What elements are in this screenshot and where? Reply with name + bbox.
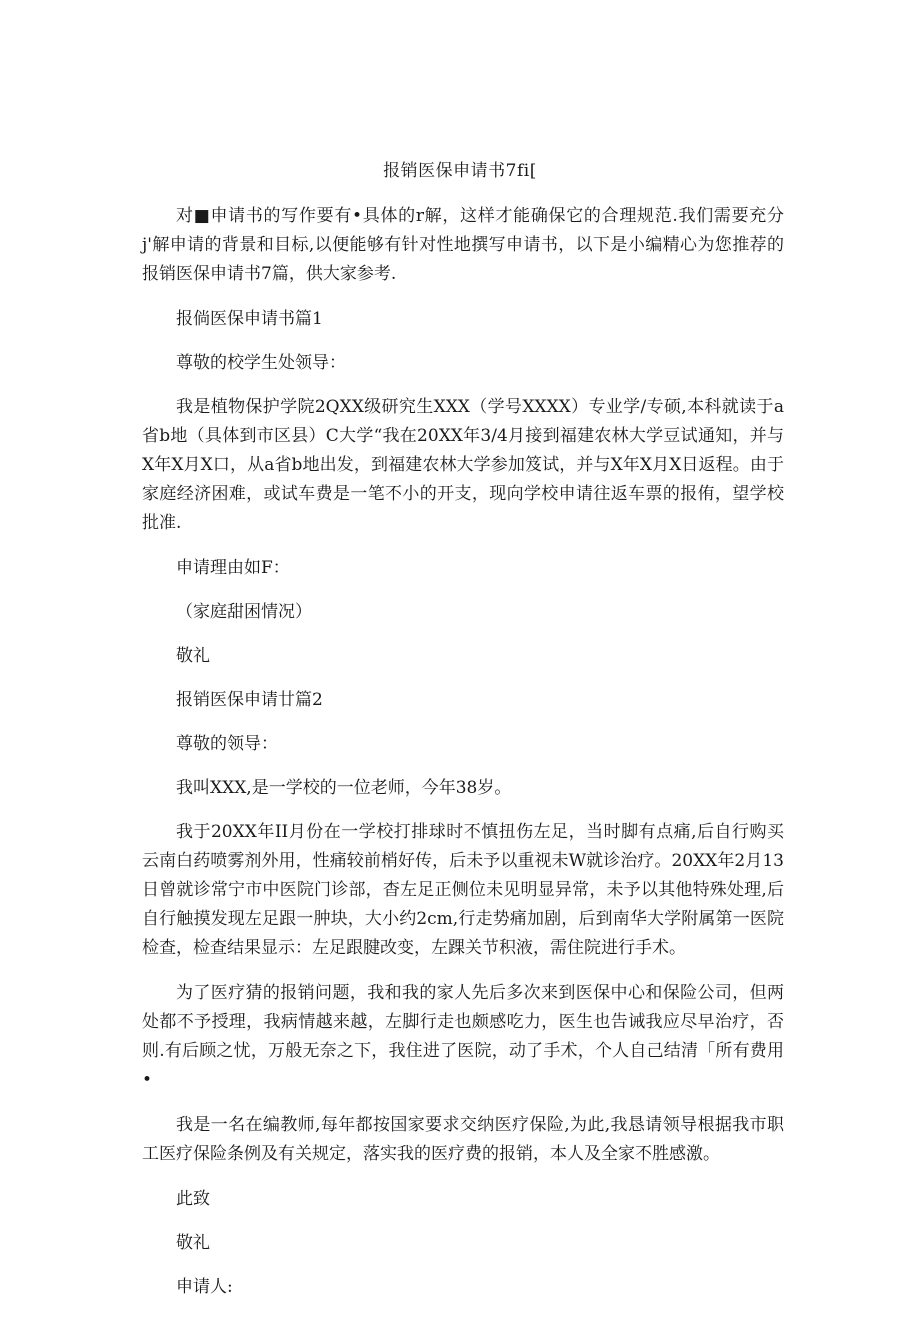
body-paragraph-injury: 我于20XX年II月份在一学校打排球时不慎扭伤左足，当时脚有点痛,后自行购买云南白药喷雾剂外用，性痛较前梢好传，后未予以重视未W就诊治疗。20XX年2月13日曾就诊常宁市中医院门诊部，杳左足正侧位未见明显异常，未予以其他特殊处理,后自行触摸发现左足跟一肿块，大小约2cm,行走势痛加剧，后到南华大学附属第一医院检查，检查结果显示：左足跟腱改变，左踝关节积液，需住院进行手术。 bbox=[142, 822, 784, 958]
intro-paragraph: 对■申请书的写作要有•具体的r解，这样才能确保它的合理规范.我们需要充分j'解申请的背景和目标,以便能够有针对性地撰写申请书，以下是小编精心为您推荐的报销医保申请书7篇，供大家参考. bbox=[142, 206, 784, 284]
reason-placeholder: （家庭甜困情况） bbox=[176, 602, 312, 622]
self-introduction: 我叫XXX,是一学校的一位老师，今年38岁。 bbox=[176, 778, 512, 798]
closing-cizhi: 此致 bbox=[176, 1189, 210, 1209]
document-body bbox=[142, 202, 784, 1317]
section-heading-2: 报销医保申请廿篇2 bbox=[176, 690, 323, 710]
section-heading-1: 报倘医保申请书篇1 bbox=[176, 309, 323, 329]
reason-heading: 申请理由如F： bbox=[176, 558, 290, 578]
applicant-label: 申请人: bbox=[176, 1277, 233, 1297]
closing-regards-1: 敬礼 bbox=[176, 646, 210, 666]
closing-regards-2: 敬礼 bbox=[176, 1233, 210, 1253]
body-paragraph-reimbursement: 为了医疗猜的报销问题，我和我的家人先后多次来到医保中心和保险公司，但两处都不予授理，我病情越来越，左脚行走也颇感吃力，医生也告诫我应尽早治疗，否则.有后顾之忧，万般无奈之下，我住进了医院，动了手术，个人自己结清「所有费用• bbox=[142, 983, 784, 1090]
salutation-1: 尊敬的校学生处领导： bbox=[176, 353, 346, 373]
body-paragraph-request: 我是一名在编教师,每年都按国家要求交纳医疗保险,为此,我恳请领导根据我市职工医疗保险条例及有关规定，落实我的医疗费的报销，本人及全家不胜感激。 bbox=[142, 1115, 784, 1164]
body-paragraph-1: 我是植物保护学院2QXX级研究生XXX（学号XXXX）专业学/专硕,本科就读于a省b地（具体到市区县）C大学“我在20XX年3/4月接到福建农林大学豆试通知，并与X年X月X口，从a省b地出发，到福建农林大学参加笈试，并与X年X月X日返程。由于家庭经济困难，或试车费是一笔不小的开支，现向学校申请往返车票的报侑，望学校批准. bbox=[142, 397, 784, 533]
document-title: 报销医保申请书7fi[ bbox=[383, 161, 537, 181]
salutation-2: 尊敬的领导： bbox=[176, 734, 278, 754]
